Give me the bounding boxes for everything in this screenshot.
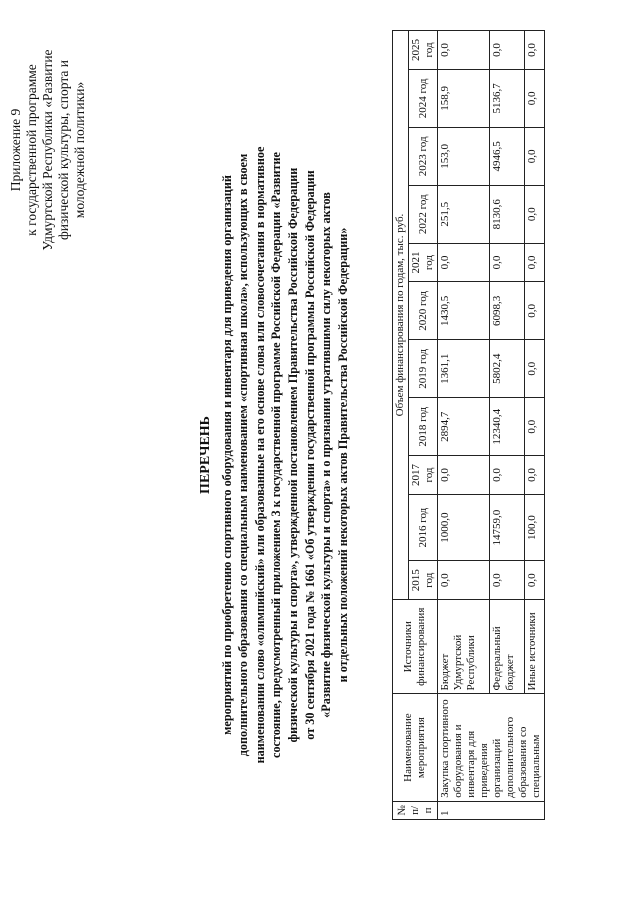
amount-cell: 1361,1 xyxy=(438,340,490,398)
year-header: 2018 год xyxy=(409,398,438,456)
amount-cell: 0,0 xyxy=(489,561,525,600)
year-header: 2024 год xyxy=(409,69,438,127)
amount-cell: 14759,0 xyxy=(489,494,525,561)
title-line: состояние, предусмотренный приложением 3 к государственной программе Российской Федерации «Развитие xyxy=(269,152,284,758)
amount-cell: 0,0 xyxy=(438,456,490,495)
amount-cell: 0,0 xyxy=(525,127,545,185)
appendix-line: Приложение 9 xyxy=(8,108,23,192)
title-line: физической культуры и спорта», утвержденной постановлением Правительства Российской Федерации xyxy=(285,167,300,743)
amount-cell: 8130,6 xyxy=(489,185,525,243)
year-header: 2025 год xyxy=(409,31,438,70)
amount-cell: 4946,5 xyxy=(489,127,525,185)
amount-cell: 0,0 xyxy=(489,456,525,495)
amount-cell: 0,0 xyxy=(438,243,490,282)
header-funding-source: Источники финансирования xyxy=(393,600,438,694)
year-header: 2020 год xyxy=(409,282,438,340)
amount-cell: 0,0 xyxy=(489,243,525,282)
amount-cell: 0,0 xyxy=(525,185,545,243)
funding-source-cell: Федеральный бюджет xyxy=(489,600,525,694)
header-funding-volume: Объем финансирования по годам, тыс. руб. xyxy=(393,31,409,600)
amount-cell: 0,0 xyxy=(525,282,545,340)
amount-cell: 0,0 xyxy=(489,31,525,70)
amount-cell: 0,0 xyxy=(525,456,545,495)
appendix-line: физической культуры, спорта и xyxy=(56,60,71,241)
table-body xyxy=(438,31,545,820)
row-number: 1 xyxy=(438,801,545,819)
amount-cell: 0,0 xyxy=(525,398,545,456)
amount-cell: 0,0 xyxy=(525,340,545,398)
year-header: 2015 год xyxy=(409,561,438,600)
amount-cell: 12340,4 xyxy=(489,398,525,456)
amount-cell: 1000,0 xyxy=(438,494,490,561)
amount-cell: 0,0 xyxy=(525,69,545,127)
appendix-note xyxy=(8,45,88,255)
amount-cell: 158,9 xyxy=(438,69,490,127)
amount-cell: 1430,5 xyxy=(438,282,490,340)
document-title xyxy=(198,105,351,805)
amount-cell: 6098,3 xyxy=(489,282,525,340)
amount-cell: 0,0 xyxy=(525,561,545,600)
year-header: 2017 год xyxy=(409,456,438,495)
amount-cell: 153,0 xyxy=(438,127,490,185)
amount-cell: 0,0 xyxy=(438,31,490,70)
header-event-name: Наименование мероприятия xyxy=(393,694,438,801)
funding-source-cell: Бюджет Удмуртской Республики xyxy=(438,600,490,694)
amount-cell: 251,5 xyxy=(438,185,490,243)
year-header: 2016 год xyxy=(409,494,438,561)
event-name-cell: Закупка спортивного оборудования и инвентаря для приведения организаций дополнительного образования со специальным xyxy=(438,694,545,801)
table-row xyxy=(438,31,490,820)
title-line: от 30 сентября 2021 года № 1661 «Об утверждении государственной программы Российской Федерации xyxy=(302,170,317,740)
header-number: № п/п xyxy=(393,801,438,819)
title-line: «Развитие физической культуры и спорта» и о признании утратившими силу некоторых актов xyxy=(319,192,334,718)
title-line: мероприятий по приобретению спортивного оборудования и инвентаря для приведения организаций xyxy=(219,175,234,735)
amount-cell: 5802,4 xyxy=(489,340,525,398)
year-header: 2021 год xyxy=(409,243,438,282)
title-line: наименовании слово «олимпийский» или образованные на его основе слова или словосочетания в нормативное xyxy=(252,146,267,764)
funding-table xyxy=(392,30,545,820)
appendix-line: молодежной политики» xyxy=(72,81,87,219)
year-header: 2019 год xyxy=(409,340,438,398)
title-heading: ПЕРЕЧЕНЬ xyxy=(198,416,213,494)
amount-cell: 5136,7 xyxy=(489,69,525,127)
title-line: дополнительного образования со специальным наименованием «спортивная школа», использующих в своем xyxy=(236,153,251,757)
amount-cell: 100,0 xyxy=(525,494,545,561)
amount-cell: 2894,7 xyxy=(438,398,490,456)
appendix-line: Удмуртской Республики «Развитие xyxy=(40,49,55,251)
title-line: и отдельных положений некоторых актов Правительства Российской Федерации» xyxy=(335,227,350,683)
appendix-line: к государственной программе xyxy=(24,64,39,236)
amount-cell: 0,0 xyxy=(438,561,490,600)
year-header: 2023 год xyxy=(409,127,438,185)
funding-source-cell: Иные источники xyxy=(525,600,545,694)
amount-cell: 0,0 xyxy=(525,31,545,70)
amount-cell: 0,0 xyxy=(525,243,545,282)
year-header: 2022 год xyxy=(409,185,438,243)
